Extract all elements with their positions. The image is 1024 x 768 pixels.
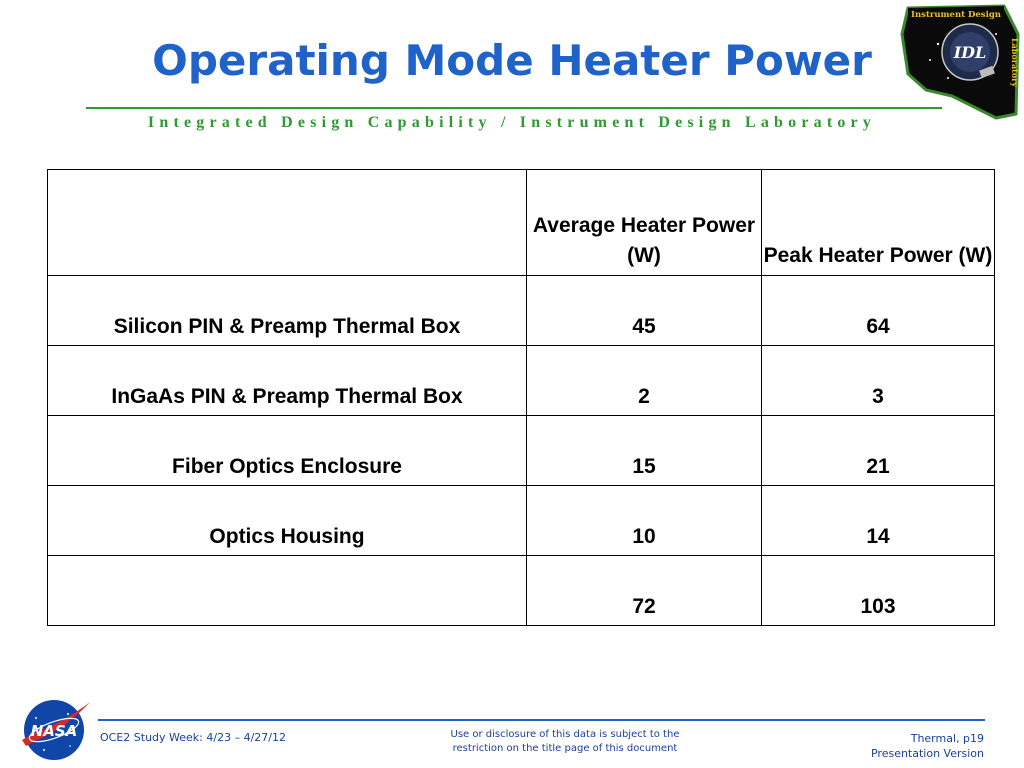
table-cell-peak: 14 xyxy=(762,486,995,556)
nasa-logo-text: NASA xyxy=(30,722,78,740)
table-cell-peak-total: 103 xyxy=(762,556,995,626)
table-row xyxy=(48,346,995,416)
table-cell-peak: 3 xyxy=(762,346,995,416)
table-cell-component: Silicon PIN & Preamp Thermal Box xyxy=(48,276,527,346)
table-total-row xyxy=(48,556,995,626)
table-cell-component: Optics Housing xyxy=(48,486,527,556)
footer-disclosure-line1: Use or disclosure of this data is subject to the xyxy=(450,729,680,740)
table-cell-average: 45 xyxy=(527,276,762,346)
idl-logo xyxy=(900,4,1022,120)
idl-logo-side: Laboratory xyxy=(1010,38,1020,88)
table-header-row xyxy=(48,170,995,276)
table-cell-average: 15 xyxy=(527,416,762,486)
table-header-blank xyxy=(48,170,527,276)
footer-page-info xyxy=(871,731,984,761)
table-cell-average-total: 72 xyxy=(527,556,762,626)
footer-divider xyxy=(98,719,985,721)
nasa-logo xyxy=(18,696,92,762)
footer-version: Presentation Version xyxy=(870,747,984,760)
table-header-average: Average Heater Power (W) xyxy=(527,170,762,276)
table-row xyxy=(48,416,995,486)
page-title: Operating Mode Heater Power xyxy=(152,36,872,85)
footer-disclosure xyxy=(420,728,710,756)
table-header-peak: Peak Heater Power (W) xyxy=(762,170,995,276)
table-cell-component xyxy=(48,556,527,626)
footer-study-week: OCE2 Study Week: 4/23 – 4/27/12 xyxy=(100,731,286,744)
table-row xyxy=(48,276,995,346)
idl-logo-title: Instrument Design xyxy=(911,10,1001,20)
footer-disclosure-line2: restriction on the title page of this document xyxy=(452,743,678,754)
table-cell-peak: 21 xyxy=(762,416,995,486)
table-cell-component: Fiber Optics Enclosure xyxy=(48,416,527,486)
title-divider xyxy=(86,107,942,109)
table-cell-component: InGaAs PIN & Preamp Thermal Box xyxy=(48,346,527,416)
table-cell-average: 10 xyxy=(527,486,762,556)
table-cell-average: 2 xyxy=(527,346,762,416)
idl-logo-center: IDL xyxy=(953,43,987,62)
table-row xyxy=(48,486,995,556)
page-subtitle: Integrated Design Capability / Instrument Design Laboratory xyxy=(147,114,877,131)
footer-page-number: Thermal, p19 xyxy=(910,732,984,745)
heater-power-table xyxy=(47,169,995,626)
table-cell-peak: 64 xyxy=(762,276,995,346)
